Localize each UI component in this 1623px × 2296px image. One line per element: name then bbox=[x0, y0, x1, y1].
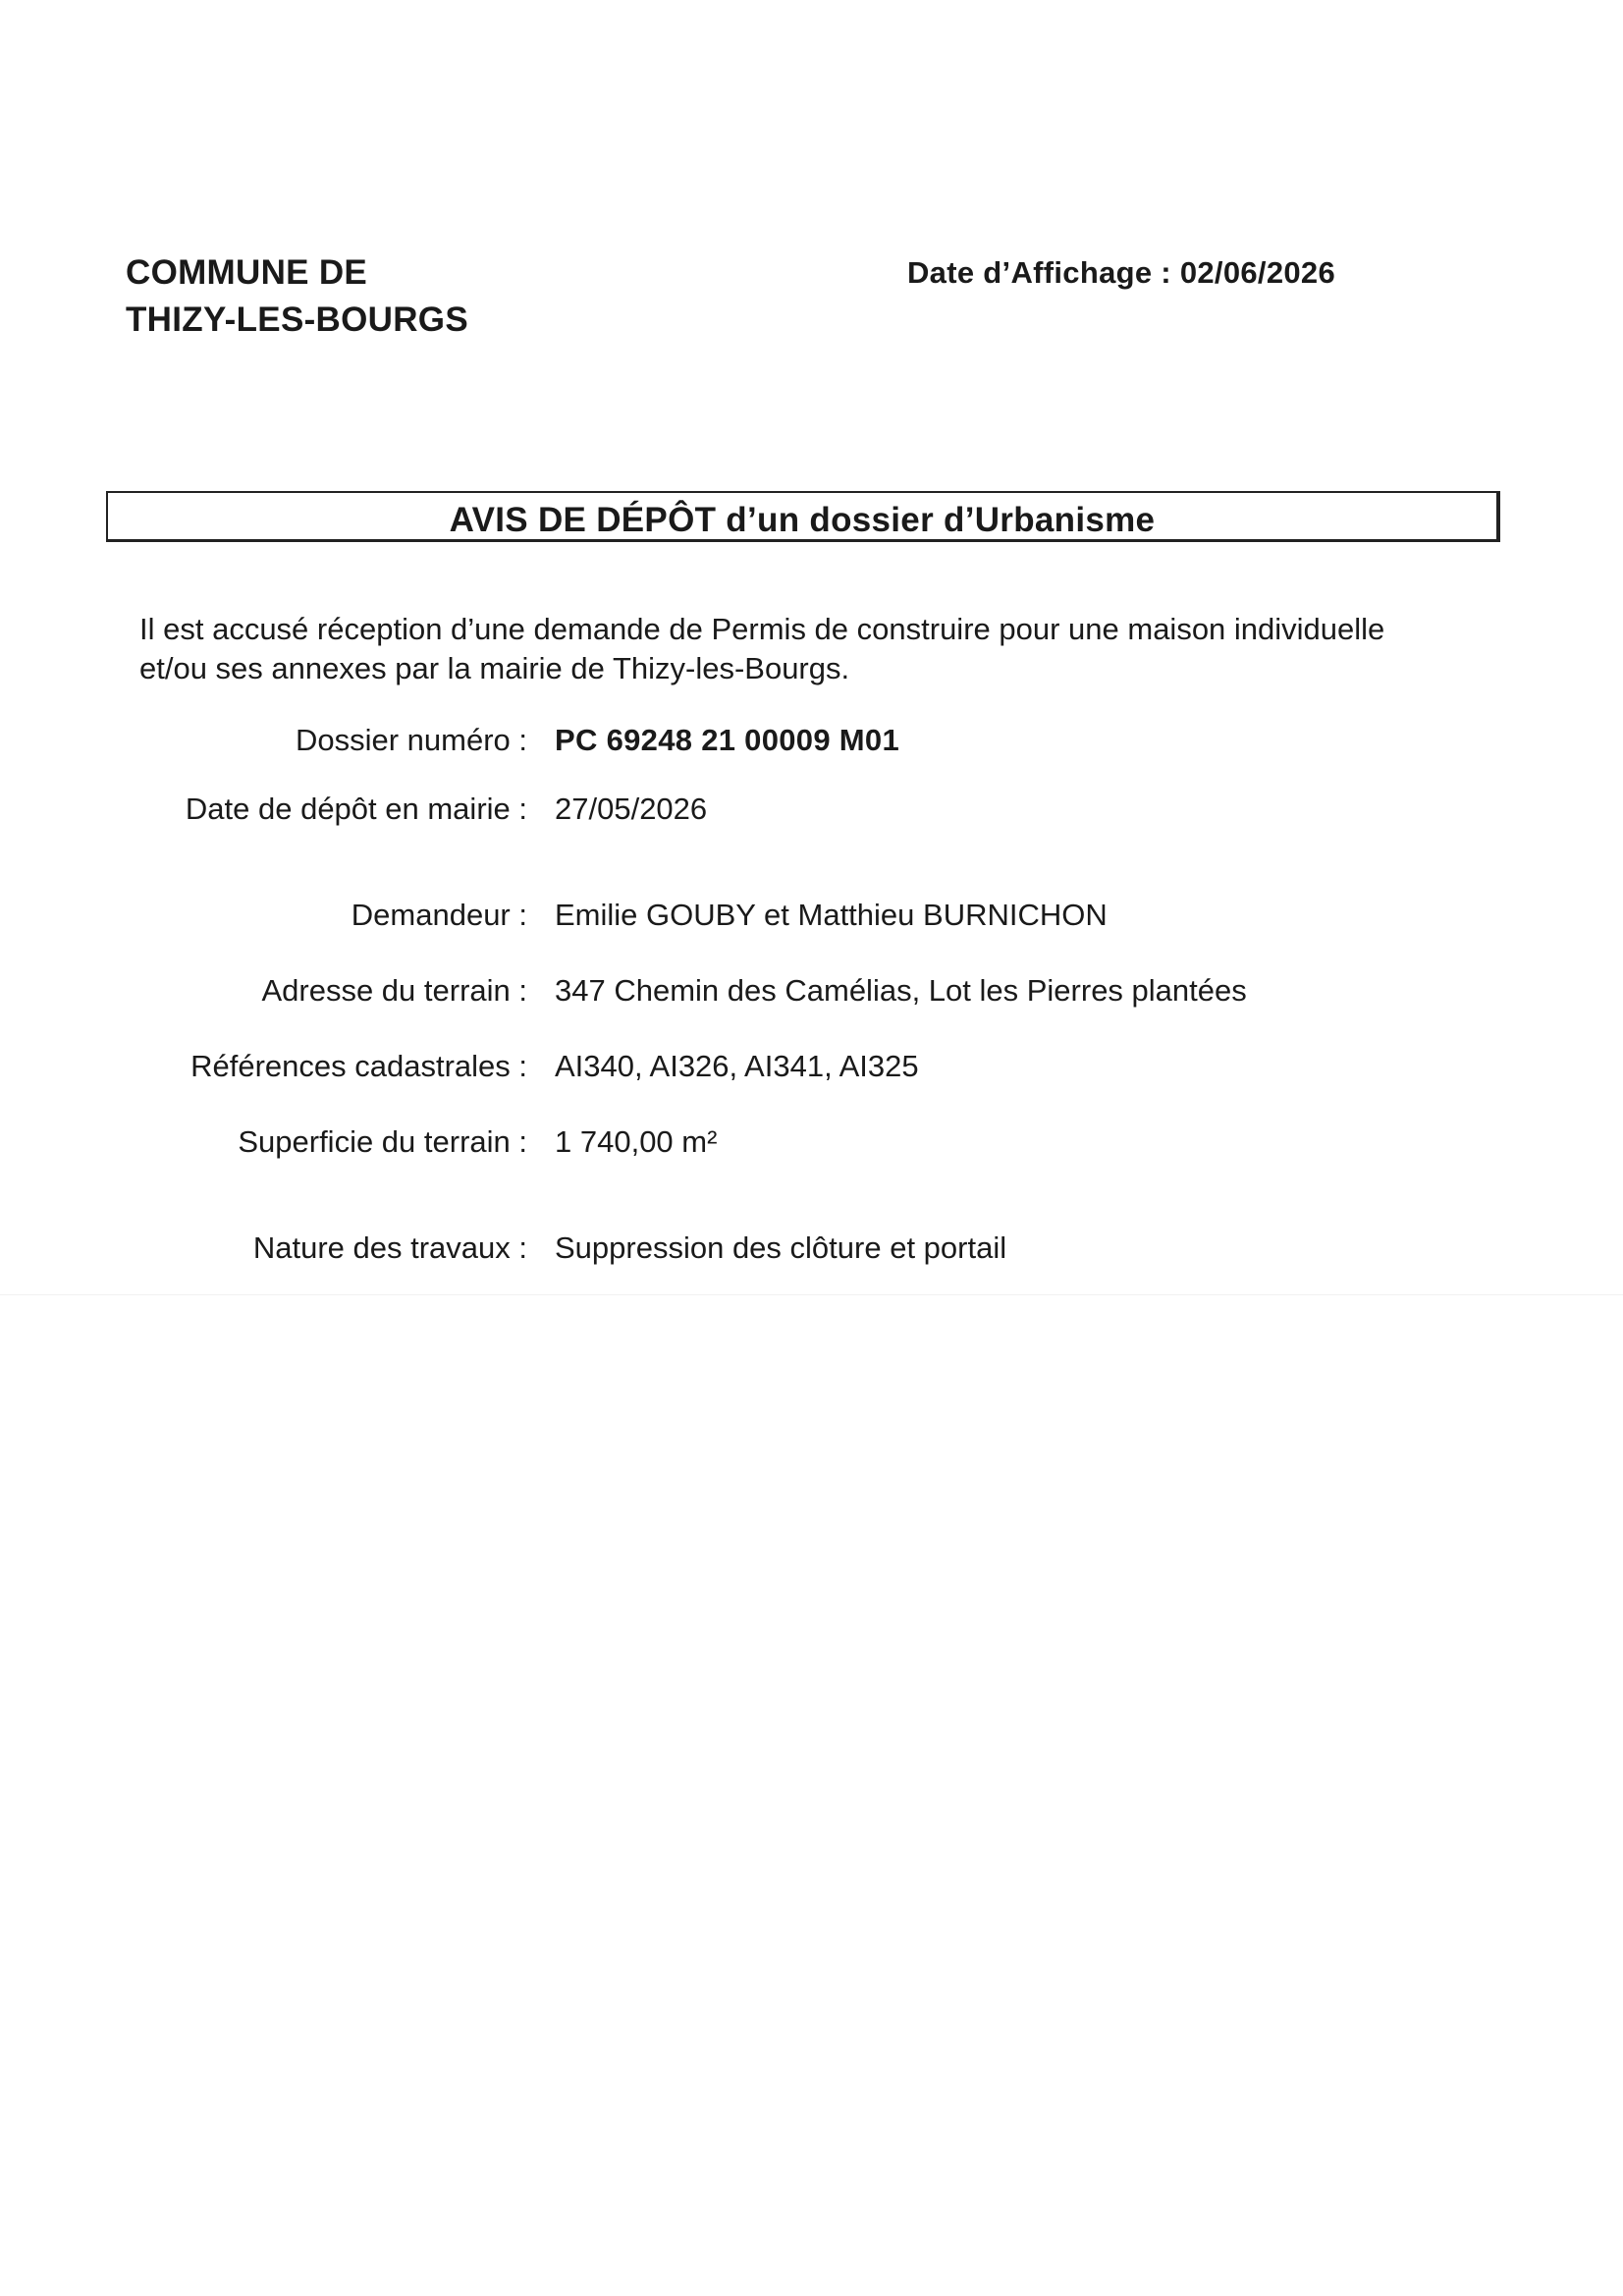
field-label: Références cadastrales : bbox=[190, 1049, 527, 1083]
commune-line-1: COMMUNE DE bbox=[126, 253, 368, 292]
display-date: Date d’Affichage : 02/06/2026 bbox=[907, 255, 1335, 290]
field-label: Demandeur : bbox=[351, 898, 527, 932]
field-applicant bbox=[0, 898, 1623, 937]
title-box bbox=[106, 491, 1500, 542]
field-cadastral-refs bbox=[0, 1049, 1623, 1088]
commune-name bbox=[126, 249, 468, 344]
intro-line-1: Il est accusé réception d’une demande de Permis de construire pour une maison individuelle bbox=[139, 612, 1385, 646]
field-deposit-date bbox=[0, 792, 1623, 831]
field-work-nature bbox=[0, 1230, 1623, 1270]
document-title: AVIS DE DÉPÔT d’un dossier d’Urbanisme bbox=[449, 501, 1156, 539]
scan-artifact-line bbox=[0, 1294, 1623, 1295]
field-label: Superficie du terrain : bbox=[238, 1124, 527, 1159]
intro-line-2: et/ou ses annexes par la mairie de Thizy-les-Bourgs. bbox=[139, 651, 850, 685]
field-land-area bbox=[0, 1124, 1623, 1164]
field-value: 27/05/2026 bbox=[555, 792, 708, 826]
field-label: Adresse du terrain : bbox=[261, 973, 527, 1008]
field-value: Emilie GOUBY et Matthieu BURNICHON bbox=[555, 898, 1108, 932]
field-value: 347 Chemin des Camélias, Lot les Pierres plantées bbox=[555, 973, 1247, 1008]
field-label: Nature des travaux : bbox=[252, 1230, 527, 1265]
field-label: Dossier numéro : bbox=[295, 723, 527, 757]
commune-line-2: THIZY-LES-BOURGS bbox=[126, 301, 468, 339]
field-dossier-number bbox=[0, 723, 1623, 762]
field-value: PC 69248 21 00009 M01 bbox=[555, 723, 900, 757]
field-value: Suppression des clôture et portail bbox=[555, 1230, 1007, 1265]
field-value: AI340, AI326, AI341, AI325 bbox=[555, 1049, 919, 1083]
field-address bbox=[0, 973, 1623, 1012]
field-label: Date de dépôt en mairie : bbox=[185, 792, 527, 826]
field-value: 1 740,00 m² bbox=[555, 1124, 718, 1159]
intro-paragraph bbox=[139, 610, 1514, 688]
